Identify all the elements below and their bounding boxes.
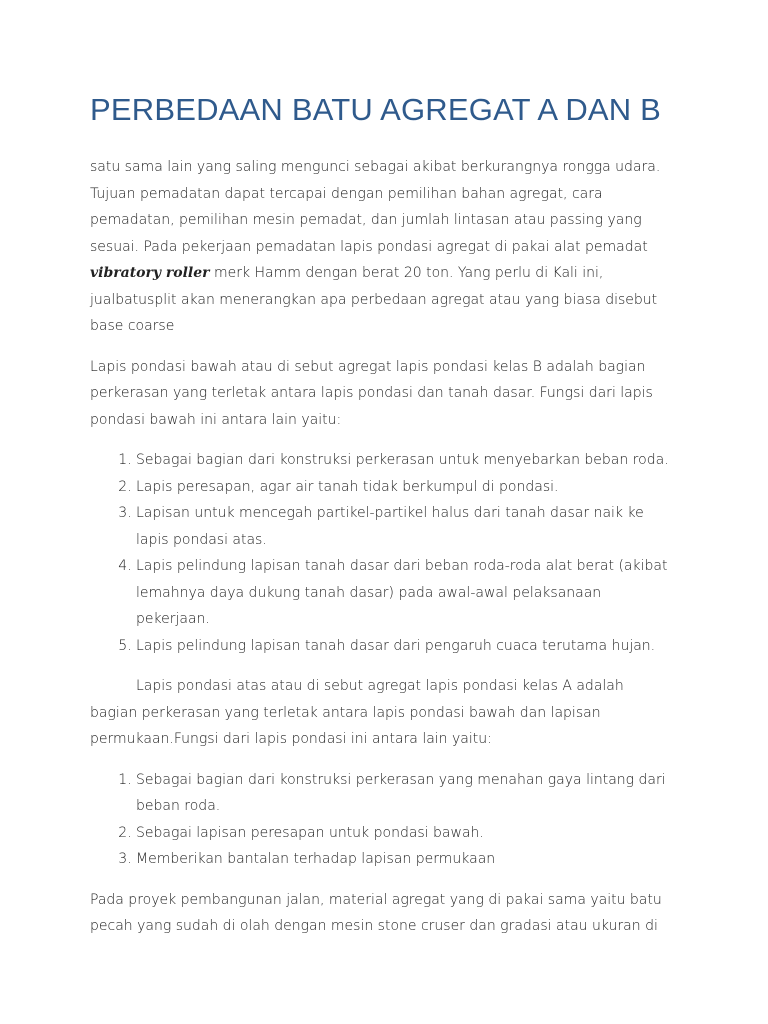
list-fungsi-lapis-bawah <box>90 447 672 659</box>
list-item: 1. Sebagai bagian dari konstruksi perkerasan yang menahan gaya lintang dari beban roda. <box>136 767 672 820</box>
list-fungsi-lapis-atas <box>90 767 672 873</box>
list-item: 1. Sebagai bagian dari konstruksi perkerasan untuk menyebarkan beban roda. <box>136 447 672 474</box>
paragraph-proyek: Pada proyek pembangunan jalan, material agregat yang di pakai sama yaitu batu pecah yang sudah di olah dengan mesin stone cruser dan gradasi atau ukuran di <box>90 891 662 934</box>
paragraph-intro-text-start: satu sama lain yang saling mengunci sebagai akibat berkurangnya rongga udara. Tujuan pemadatan dapat tercapai dengan pemilihan bahan agregat, cara pemadatan, pemilihan mesin pemadat, dan jumlah lintasan atau passing yang sesuai. Pada pekerjaan pemadatan lapis pondasi agregat di pakai alat pemadat <box>90 159 661 255</box>
list-item: 3. Lapisan untuk mencegah partikel-partikel halus dari tanah dasar naik ke lapis pondasi atas. <box>136 500 672 553</box>
list-item: 3. Memberikan bantalan terhadap lapisan permukaan <box>136 846 672 873</box>
document-title: PERBEDAAN BATU AGREGAT A DAN B <box>90 92 662 127</box>
list-item: 2. Lapis peresapan, agar air tanah tidak berkumpul di pondasi. <box>136 474 672 501</box>
list-item: 2. Sebagai lapisan peresapan untuk pondasi bawah. <box>136 820 672 847</box>
list-item: 4. Lapis pelindung lapisan tanah dasar dari beban roda-roda alat berat (akibat lemahnya daya dukung tanah dasar) pada awal-awal pelaksanaan pekerjaan. <box>136 553 672 633</box>
paragraph-intro <box>90 154 672 340</box>
paragraph-intro-text-end: merk Hamm dengan berat 20 ton. Yang perlu di Kali ini, jualbatusplit akan menerangkan apa perbedaan agregat atau yang biasa disebut base coarse <box>90 265 658 334</box>
paragraph-lapis-atas: Lapis pondasi atas atau di sebut agregat lapis pondasi kelas A adalah bagian perkerasan yang terletak antara lapis pondasi bawah dan lapisan permukaan.Fungsi dari lapis pondasi ini antara lain yaitu: <box>90 678 624 747</box>
paragraph-lapis-bawah: Lapis pondasi bawah atau di sebut agregat lapis pondasi kelas B adalah bagian perkerasan yang terletak antara lapis pondasi dan tanah dasar. Fungsi dari lapis pondasi bawah ini antara lain yaitu: <box>90 358 653 428</box>
emphasis-vibratory-roller: vibratory roller <box>90 265 210 281</box>
list-item: 5. Lapis pelindung lapisan tanah dasar dari pengaruh cuaca terutama hujan. <box>136 633 672 660</box>
